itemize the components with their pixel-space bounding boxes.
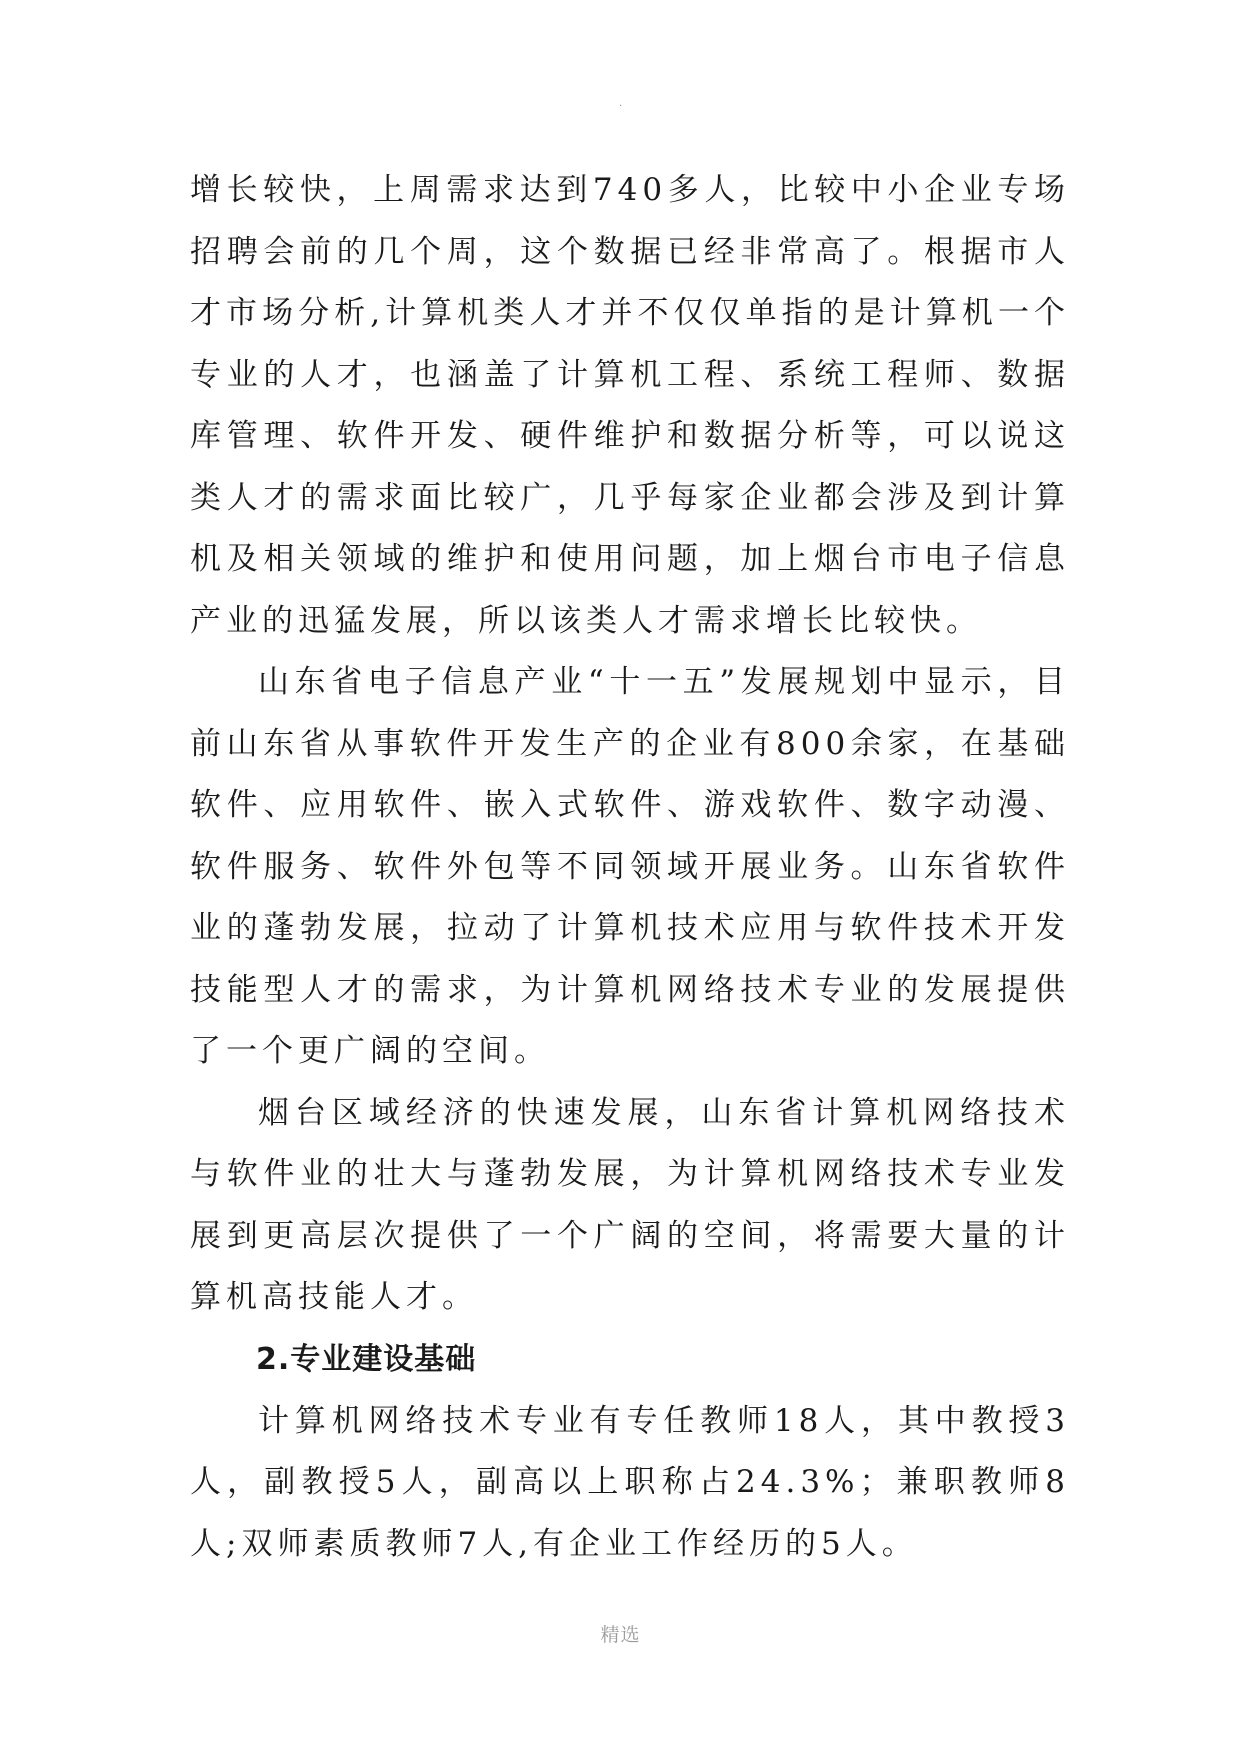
section-heading: 2.专业建设基础 <box>256 1341 477 1377</box>
paragraph-shandong-plan: 山东省电子信息产业“十一五”发展规划中显示，目前山东省从事软件开发生产的企业有800余家，在基础软件、应用软件、嵌入式软件、游戏软件、数字动漫、软件服务、软件外包等不同领域开展业务。山东省软件业的蓬勃发展，拉动了计算机技术应用与软件技术开发技能型人才的需求，为计算机网络技术专业的发展提供了一个更广阔的空间。 <box>190 664 1070 1069</box>
paragraph-talent-demand: 增长较快，上周需求达到740多人，比较中小企业专场招聘会前的几个周，这个数据已经非常高了。根据市人才市场分析,计算机类人才并不仅仅单指的是计算机一个专业的人才，也涵盖了计算机工程、系统工程师、数据库管理、软件开发、硬件维护和数据分析等，可以说这类人才的需求面比较广，几乎每家企业都会涉及到计算机及相关领域的维护和使用问题，加上烟台市电子信息产业的迅猛发展，所以该类人才需求增长比较快。 <box>190 172 1070 639</box>
document-body <box>190 160 1070 1575</box>
top-mark: · <box>619 101 623 112</box>
paragraph-yantai-economy: 烟台区域经济的快速发展，山东省计算机网络技术与软件业的壮大与蓬勃发展，为计算机网络技术专业发展到更高层次提供了一个广阔的空间，将需要大量的计算机高技能人才。 <box>190 1094 1070 1315</box>
page-footer-label: 精选 <box>600 1624 641 1646</box>
paragraph-faculty: 计算机网络技术专业有专任教师18人，其中教授3人，副教授5人，副高以上职称占24.3%；兼职教师8人;双师素质教师7人,有企业工作经历的5人。 <box>190 1402 1070 1562</box>
